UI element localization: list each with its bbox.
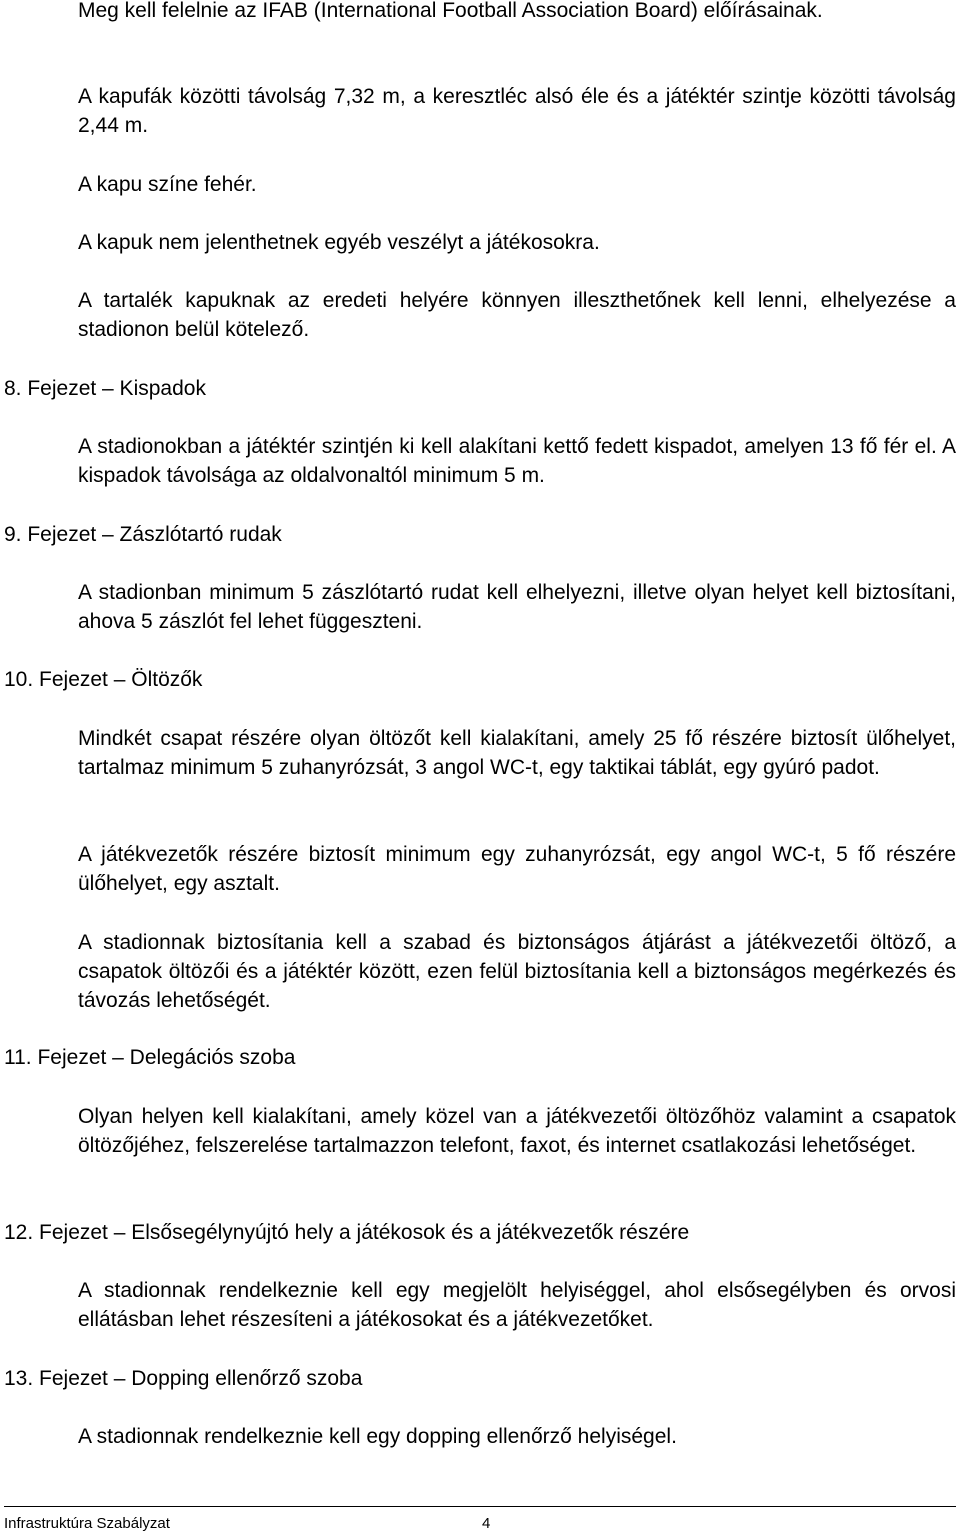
paragraph-ifab: Meg kell felelnie az IFAB (International Football Association Board) előírásainak. xyxy=(78,0,823,22)
chapter-10-paragraph-1: Mindkét csapat részére olyan öltözőt kell kialakítani, amely 25 fő részére biztosít ülőhelyet, tartalmaz minimum 5 zuhanyrózsát, 3 angol WC-t, egy taktikai táblát, egy gyúró padot. xyxy=(78,727,956,779)
chapter-9-paragraph: A stadionban minimum 5 zászlótartó rudat kell elhelyezni, illetve olyan helyet kell biztosítani, ahova 5 zászlót fel lehet függeszteni. xyxy=(78,581,956,633)
paragraph-spare-goals: A tartalék kapuknak az eredeti helyére könnyen illeszthetőnek kell lenni, elhelyezése a stadionon belül kötelező. xyxy=(78,289,956,341)
footer-page-number: 4 xyxy=(482,1515,491,1532)
chapter-8-paragraph: A stadionokban a játéktér szintjén ki kell alakítani kettő fedett kispadot, amelyen 13 fő fér el. A kispadok távolsága az oldalvonaltól minimum 5 m. xyxy=(78,435,956,487)
chapter-13-heading: 13. Fejezet – Dopping ellenőrző szoba xyxy=(4,1367,363,1390)
chapter-11-paragraph: Olyan helyen kell kialakítani, amely közel van a játékvezetői öltözőhöz valamint a csapatok öltözőjéhez, felszerelése tartalmazzon telefont, faxot, és internet csatlakozási lehetőséget. xyxy=(78,1105,956,1157)
chapter-10-paragraph-2: A játékvezetők részére biztosít minimum egy zuhanyrózsát, egy angol WC-t, 5 fő részére ülőhelyet, egy asztalt. xyxy=(78,843,956,895)
chapter-10-paragraph-3: A stadionnak biztosítania kell a szabad és biztonságos átjárást a játékvezetői öltöző, a csapatok öltözői és a játéktér között, ezen felül biztosítania kell a biztonságos megérkezés és távozás lehetőségét. xyxy=(78,931,956,1012)
chapter-13-paragraph: A stadionnak rendelkeznie kell egy dopping ellenőrző helyiségel. xyxy=(78,1425,677,1448)
footer-title: Infrastruktúra Szabályzat xyxy=(4,1515,170,1532)
footer-divider xyxy=(4,1506,956,1507)
paragraph-goal-dimensions: A kapufák közötti távolság 7,32 m, a keresztléc alsó éle és a játéktér szintje közötti távolság 2,44 m. xyxy=(78,85,956,137)
chapter-12-heading: 12. Fejezet – Elsősegélynyújtó hely a játékosok és a játékvezetők részére xyxy=(4,1221,690,1244)
paragraph-goal-safety: A kapuk nem jelenthetnek egyéb veszélyt a játékosokra. xyxy=(78,231,600,254)
chapter-9-heading: 9. Fejezet – Zászlótartó rudak xyxy=(4,523,282,546)
chapter-12-paragraph: A stadionnak rendelkeznie kell egy megjelölt helyiséggel, ahol elsősegélyben és orvosi ellátásban lehet részesíteni a játékosokat és a játékvezetőket. xyxy=(78,1279,956,1331)
chapter-8-heading: 8. Fejezet – Kispadok xyxy=(4,377,206,400)
chapter-11-heading: 11. Fejezet – Delegációs szoba xyxy=(4,1046,296,1069)
chapter-10-heading: 10. Fejezet – Öltözők xyxy=(4,668,203,691)
paragraph-goal-color: A kapu színe fehér. xyxy=(78,173,257,196)
